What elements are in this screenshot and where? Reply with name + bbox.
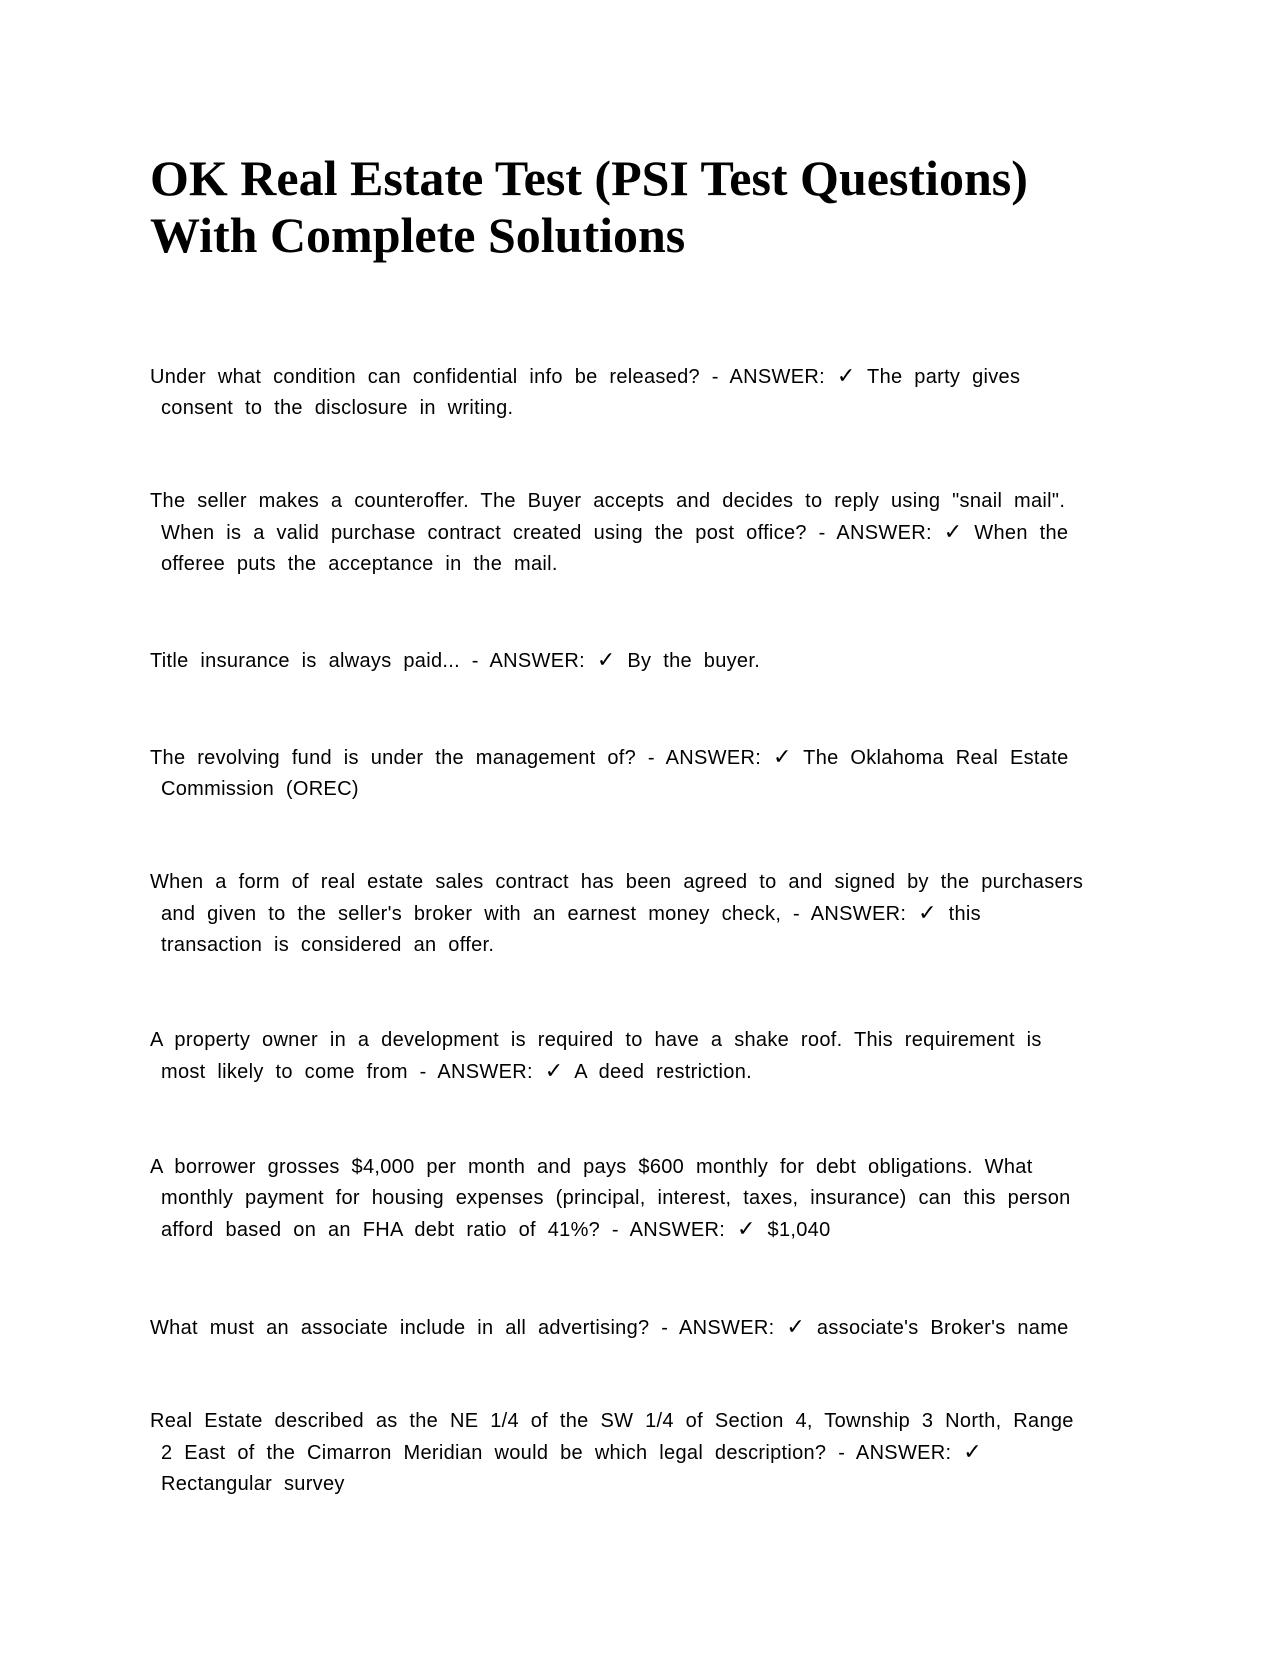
answer-text: this [948, 903, 981, 925]
check-icon: ✓ [544, 1059, 564, 1084]
answer-text: consent to the disclosure in writing. [161, 397, 514, 419]
answer-text: When the [974, 522, 1069, 544]
qa-item [150, 1152, 1071, 1246]
question-text: When is a valid purchase contract created using the post office? - ANSWER: [161, 522, 932, 544]
check-icon: ✓ [963, 1440, 982, 1465]
question-text: Under what condition can confidential info be released? - ANSWER: [150, 366, 825, 388]
check-icon: ✓ [772, 745, 792, 770]
check-icon: ✓ [836, 364, 856, 389]
qa-item [150, 645, 760, 677]
question-text: 2 East of the Cimarron Meridian would be which legal description? - ANSWER: [161, 1442, 952, 1464]
question-text: most likely to come from - ANSWER: [161, 1061, 533, 1083]
question-text: The revolving fund is under the management of? - ANSWER: [150, 747, 762, 769]
qa-item [150, 742, 1069, 805]
answer-text: The party gives [867, 366, 1021, 388]
answer-text: The Oklahoma Real Estate [803, 747, 1069, 769]
answer-text: associate's Broker's name [816, 1317, 1069, 1339]
question-text: The seller makes a counteroffer. The Buyer accepts and decides to reply using "snail mail". [150, 490, 1066, 512]
qa-item [150, 486, 1068, 580]
check-icon: ✓ [596, 648, 616, 673]
qa-item [150, 1025, 1042, 1088]
question-text: A property owner in a development is required to have a shake roof. This requirement is [150, 1029, 1042, 1051]
answer-text: Commission (OREC) [161, 778, 359, 800]
answer-text: offeree puts the acceptance in the mail. [161, 553, 558, 575]
qa-item [150, 1406, 1074, 1500]
question-text: A borrower grosses $4,000 per month and pays $600 monthly for debt obligations. What [150, 1156, 1033, 1178]
check-icon: ✓ [918, 901, 937, 926]
question-text: What must an associate include in all advertising? - ANSWER: [150, 1317, 775, 1339]
question-text: and given to the seller's broker with an earnest money check, - ANSWER: [161, 903, 907, 925]
question-text: When a form of real estate sales contract has been agreed to and signed by the purchasers [150, 871, 1084, 893]
page-title [150, 150, 1150, 264]
question-text: monthly payment for housing expenses (principal, interest, taxes, insurance) can this person [161, 1187, 1071, 1209]
question-text: afford based on an FHA debt ratio of 41%? - ANSWER: [161, 1219, 726, 1241]
title-line-1: OK Real Estate Test (PSI Test Questions) [150, 150, 1028, 206]
check-icon: ✓ [786, 1315, 806, 1340]
check-icon: ✓ [736, 1217, 756, 1242]
answer-text: A deed restriction. [574, 1061, 752, 1083]
answer-text: $1,040 [767, 1219, 831, 1241]
answer-text: By the buyer. [627, 650, 761, 672]
answer-text: Rectangular survey [161, 1473, 345, 1495]
question-text: Title insurance is always paid... - ANSWER: [150, 650, 585, 672]
title-line-2: With Complete Solutions [150, 207, 686, 263]
answer-text: transaction is considered an offer. [161, 934, 495, 956]
qa-item [150, 867, 1083, 961]
qa-item [150, 361, 1020, 424]
qa-item [150, 1312, 1069, 1344]
check-icon: ✓ [943, 520, 963, 545]
question-text: Real Estate described as the NE 1/4 of the SW 1/4 of Section 4, Township 3 North, Range [150, 1410, 1074, 1432]
